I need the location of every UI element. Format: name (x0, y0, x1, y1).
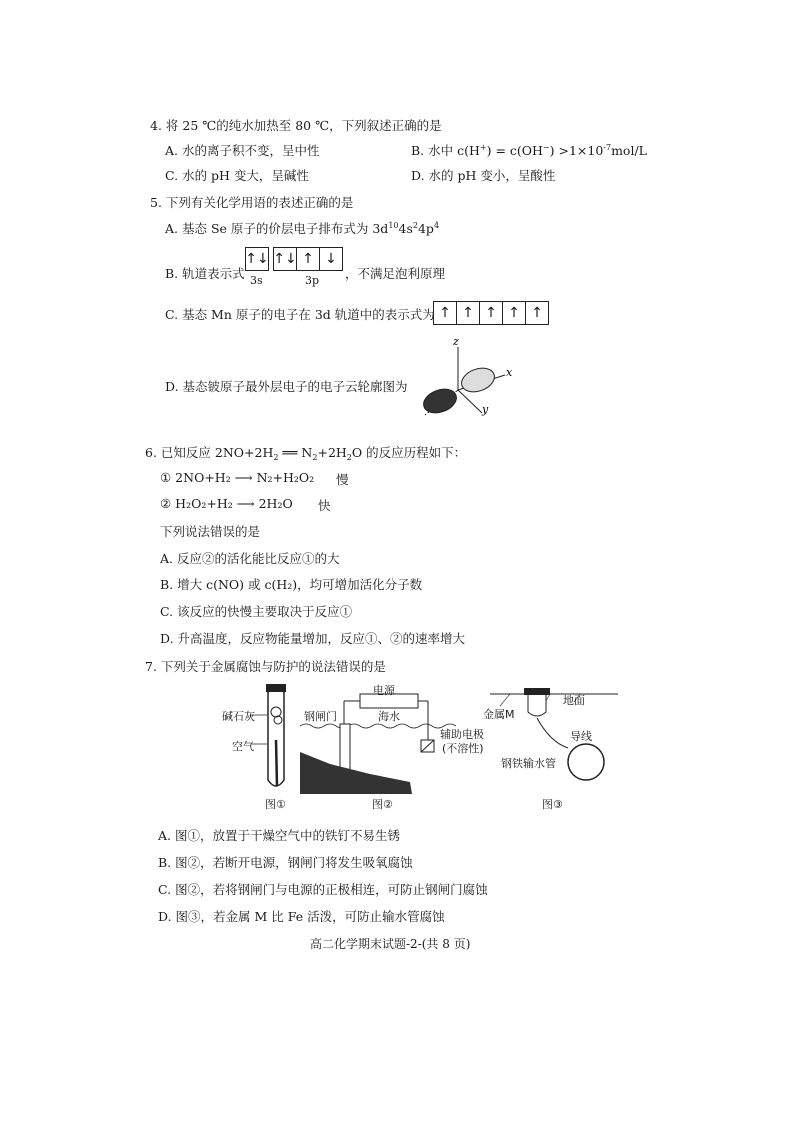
label-metal-m: 金属M (483, 708, 515, 721)
orbital-cell: ↑ (531, 305, 543, 321)
orbital-cell: ↑ (434, 302, 457, 324)
page-footer: 高二化学期末试题-2-(共 8 页) (310, 937, 471, 951)
q4-option-a: A. 水的离子积不变，呈中性 (165, 143, 320, 158)
orbital-cell: ↑ (457, 302, 480, 324)
axis-z-label: z (453, 335, 459, 348)
label-3s: 3s (250, 274, 263, 287)
q5-option-c-label: C. 基态 Mn 原子的电子在 3d 轨道中的表示式为 (165, 307, 435, 322)
label-air: 空气 (232, 740, 254, 753)
q7-option-c: C. 图②，若将钢闸门与电源的正极相连，可防止钢闸门腐蚀 (158, 882, 488, 897)
figure-2-caption: 图② (372, 798, 393, 811)
q5-option-d: D. 基态铍原子最外层电子的电子云轮廓图为 (165, 379, 408, 394)
label-3p: 3p (305, 274, 320, 287)
label-wire: 导线 (570, 730, 592, 743)
label-steel-pipe: 钢铁输水管 (501, 757, 556, 770)
q6-option-d: D. 升高温度，反应物能量增加，反应①、②的速率增大 (160, 631, 466, 646)
q6-stem: 6. 已知反应 $2NO+2H_2$ ══ $N_2+2H_2O$ 的反应历程如下： (145, 445, 467, 462)
figure-2-cathodic-protection (300, 682, 460, 794)
q4-stem: 4. 将 25 ℃的纯水加热至 80 ℃，下列叙述正确的是 (150, 118, 442, 133)
orbital-3s-box (245, 247, 269, 271)
label-insoluble: (不溶性) (442, 742, 484, 755)
q6-step1: ① 2NO+H₂ ⟶ N₂+H₂O₂ (160, 470, 315, 485)
orbital-cell: ↑ (297, 248, 320, 270)
q5-option-a: A. 基态 Se 原子的价层电子排布式为 $3d^{10}4s^24p^4$ (165, 221, 440, 236)
q5-stem: 5. 下列有关化学用语的表述正确的是 (150, 195, 354, 210)
orbital-cell: ↓ (325, 251, 337, 267)
figure-3-caption: 图③ (542, 798, 563, 811)
label-seawater: 海水 (378, 710, 400, 723)
q7-option-a: A. 图①，放置于干燥空气中的铁钉不易生锈 (158, 828, 400, 843)
q4-option-d: D. 水的 pH 变小，呈酸性 (411, 168, 556, 183)
label-steel-gate: 钢闸门 (304, 710, 337, 723)
axis-y-label: y (482, 403, 489, 416)
orbital-cell: ↑ (503, 302, 526, 324)
q6-step1-rate: 慢 (336, 472, 349, 487)
q4-option-b: B. 水中 $c(H^+) = c(OH^-) >1\times 10^{-7}mol/L$ (411, 143, 647, 158)
orbital-3d-box (433, 301, 549, 325)
label-power-source: 电源 (373, 684, 395, 697)
axis-x-label: x (506, 366, 513, 379)
q6-step2: ② H₂O₂+H₂ ⟶ 2H₂O (160, 496, 293, 511)
figure-3-sacrificial-anode (490, 682, 620, 792)
q4-option-c: C. 水的 pH 变大，呈碱性 (165, 168, 309, 183)
q5-option-b-label: B. 轨道表示式 (165, 266, 245, 281)
figure-1-caption: 图① (265, 798, 286, 811)
orbital-cell: ↑ (480, 302, 503, 324)
orbital-3p-box (273, 247, 343, 271)
label-ground: 地面 (563, 694, 585, 707)
q5-option-b-tail: ，不满足泡利原理 (345, 266, 446, 281)
orbital-cell: ↑↓ (274, 248, 297, 270)
q6-step2-rate: 快 (318, 498, 331, 513)
q6-ask: 下列说法错误的是 (160, 524, 261, 539)
q7-option-b: B. 图②，若断开电源，钢闸门将发生吸氧腐蚀 (158, 855, 413, 870)
q6-option-a: A. 反应②的活化能比反应①的大 (160, 551, 340, 566)
electron-cloud-diagram (410, 335, 520, 430)
q7-option-d: D. 图③，若金属 M 比 Fe 活泼，可防止输水管腐蚀 (158, 909, 445, 924)
orbital-cell: ↑↓ (245, 251, 269, 267)
label-aux-electrode: 辅助电极 (440, 728, 484, 741)
q7-stem: 7. 下列关于金属腐蚀与防护的说法错误的是 (145, 659, 386, 674)
label-soda-lime: 碱石灰 (222, 710, 255, 723)
q6-option-c: C. 该反应的快慢主要取决于反应① (160, 604, 353, 619)
q6-option-b: B. 增大 c(NO) 或 c(H₂)，均可增加活化分子数 (160, 577, 423, 592)
